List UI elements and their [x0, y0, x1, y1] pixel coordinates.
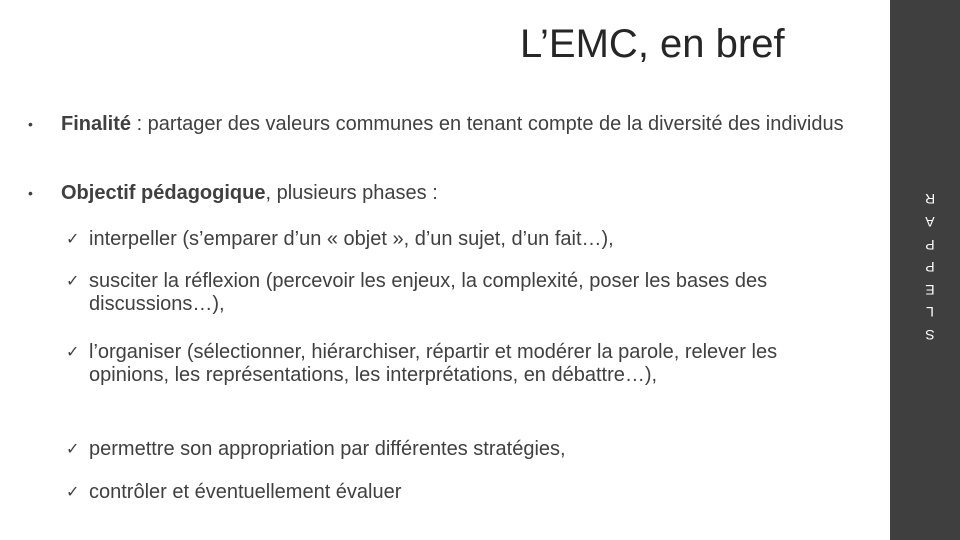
- checkmark-icon: ✓: [66, 441, 80, 458]
- sidebar-label: S L E P P A R: [924, 191, 936, 344]
- checkmark-icon: ✓: [66, 344, 80, 361]
- bullet-description: , plusieurs phases :: [265, 182, 438, 204]
- bullet-marker: •: [28, 116, 33, 132]
- bullet-keyword: Objectif pédagogique: [61, 182, 266, 204]
- list-item-text: contrôler et éventuellement évaluer: [89, 481, 402, 503]
- list-item-text: susciter la réflexion (percevoir les enjeux, la complexité, poser les bases des discussions…),: [89, 270, 768, 315]
- bullet-keyword: Finalité: [61, 113, 132, 135]
- bullet-marker: •: [28, 185, 33, 201]
- checkmark-icon: ✓: [66, 231, 80, 248]
- list-item-text: l’organiser (sélectionner, hiérarchiser, répartir et modérer la parole, relever les opinions, les représentations, les interprétations, en débattre…),: [89, 341, 778, 386]
- slide-title: L’EMC, en bref: [520, 22, 785, 66]
- checkmark-icon: ✓: [66, 484, 80, 501]
- list-item-text: interpeller (s’emparer d’un « objet », d’un sujet, d’un fait…),: [89, 228, 614, 250]
- bullet-text: [61, 180, 861, 206]
- bullet-text: [61, 111, 861, 137]
- list-item-text: permettre son appropriation par différentes stratégies,: [89, 438, 566, 460]
- bullet-description: : partager des valeurs communes en tenant compte de la diversité des individus: [131, 113, 844, 135]
- checkmark-icon: ✓: [66, 273, 80, 290]
